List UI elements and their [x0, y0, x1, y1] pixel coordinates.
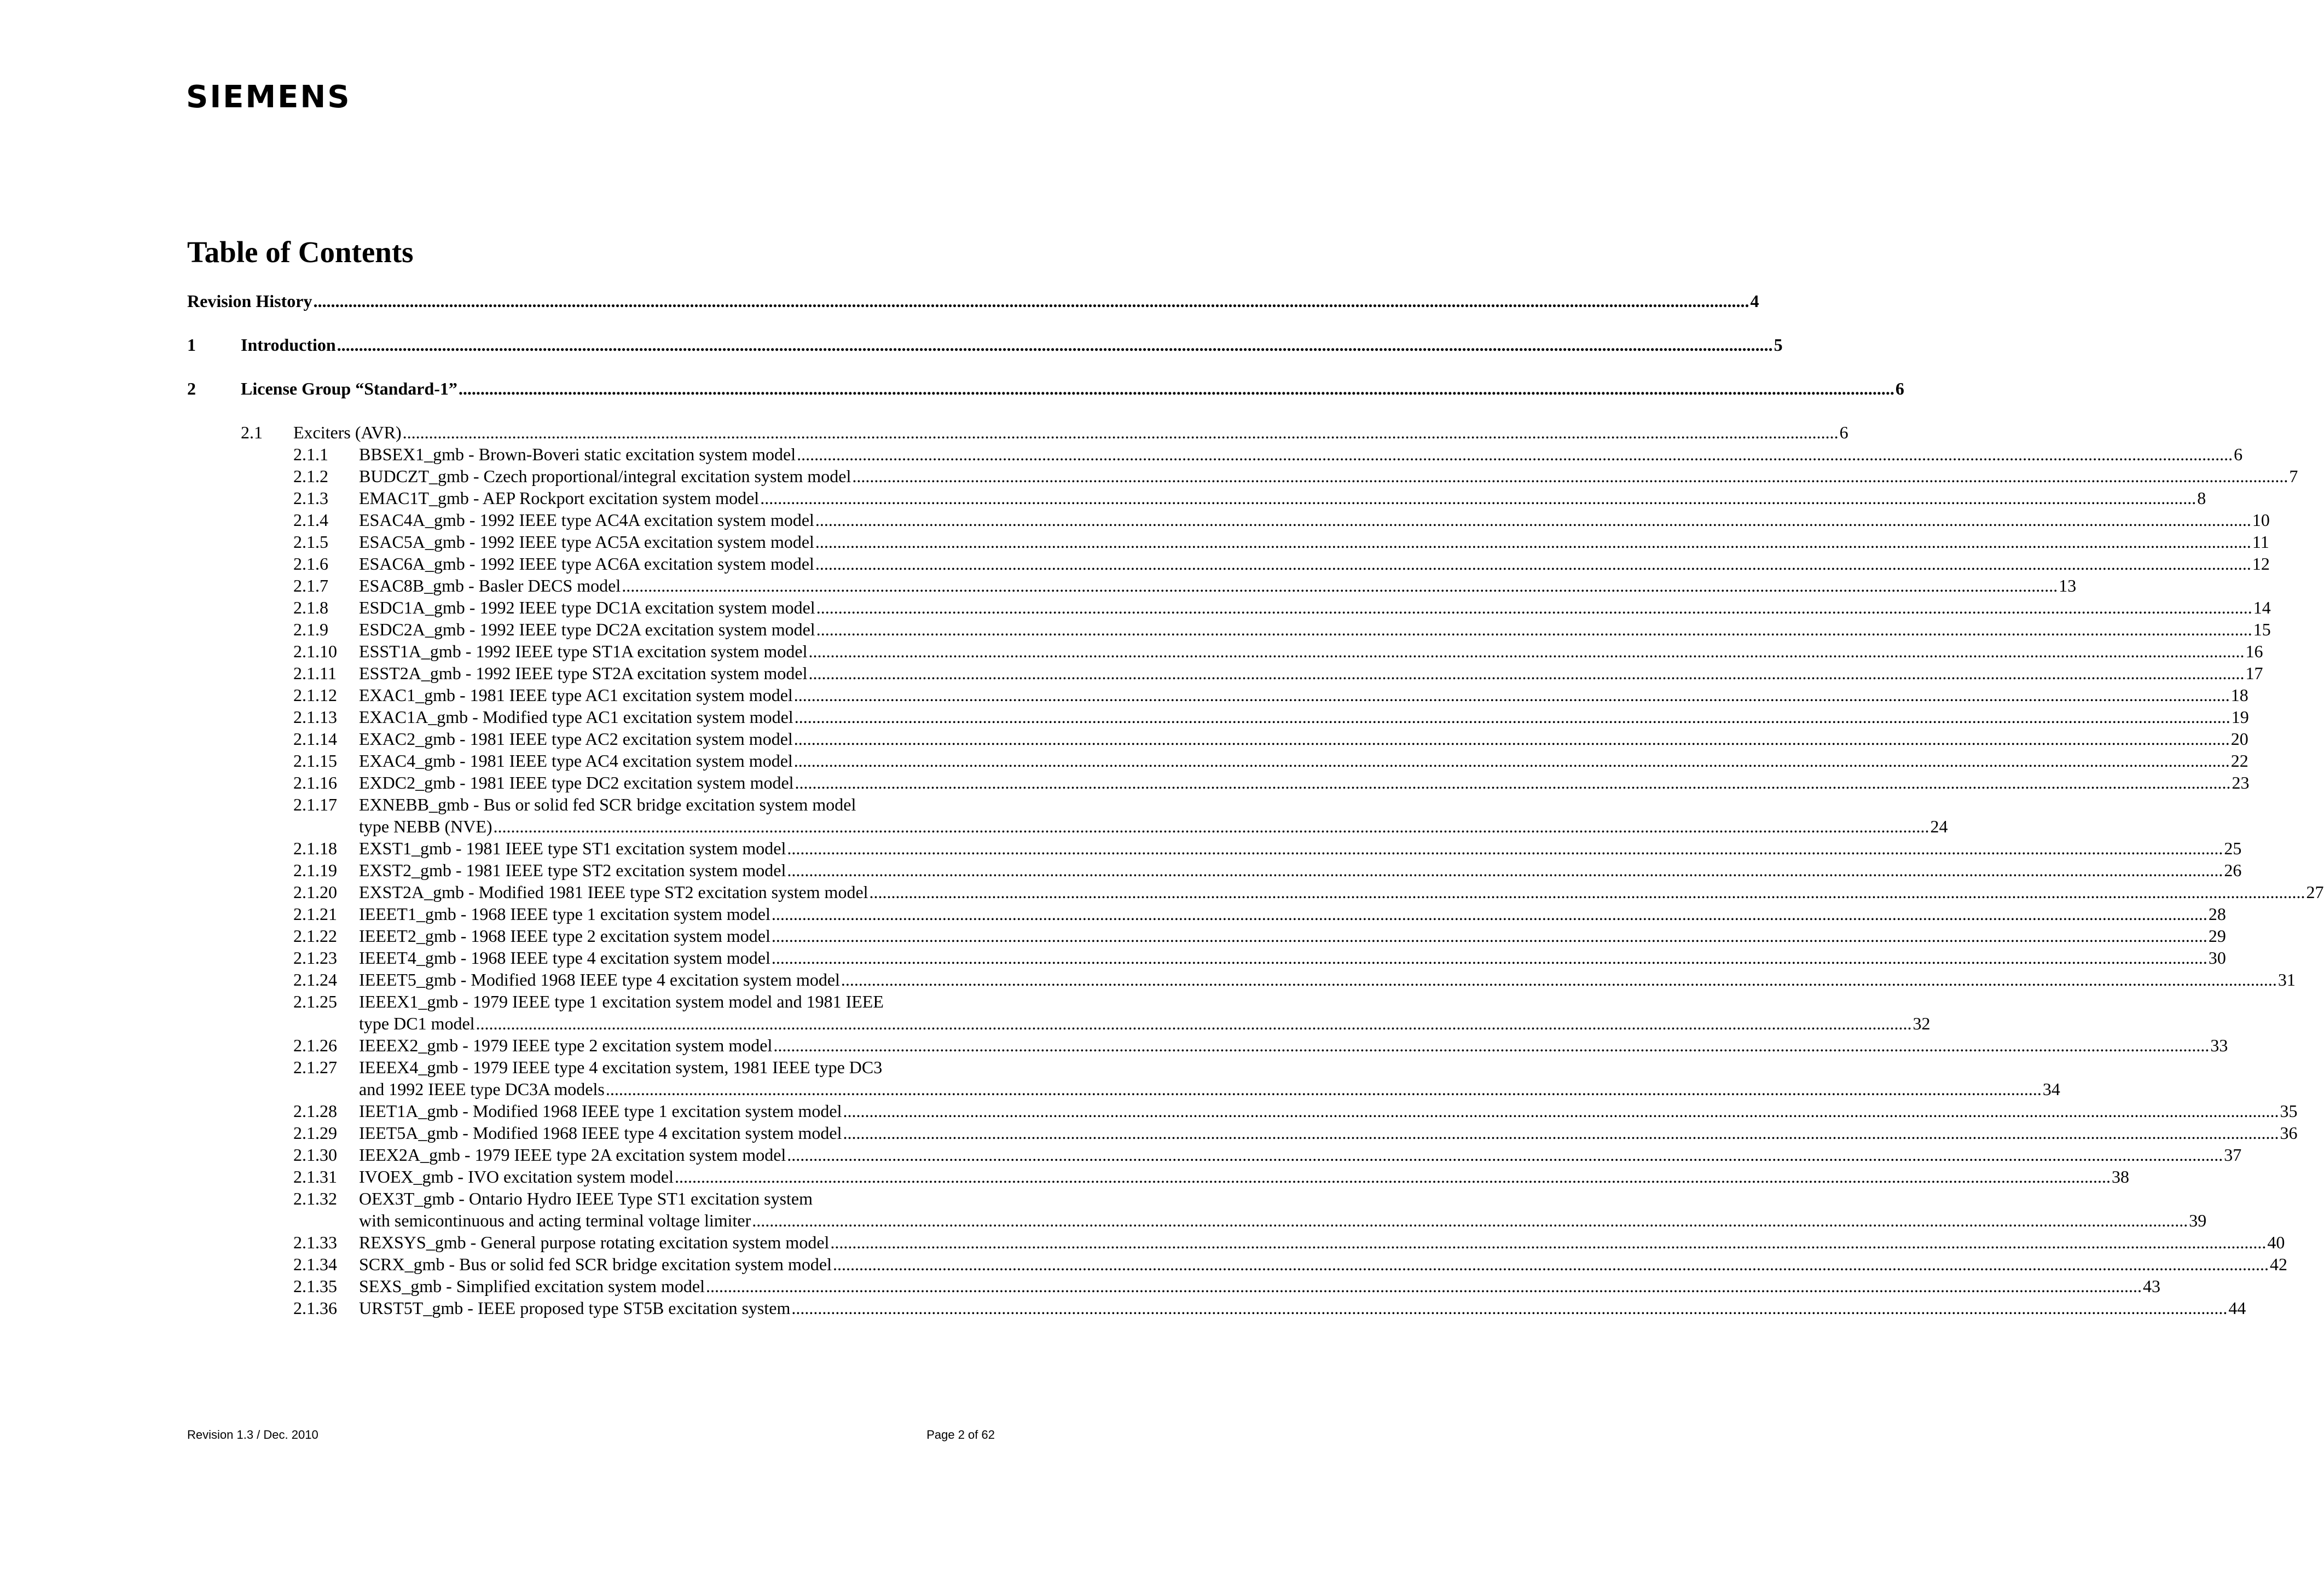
toc-entry-page: 23 — [2232, 773, 2250, 792]
toc-entry-title-line1: EXNEBB_gmb - Bus or solid fed SCR bridge excitation system model — [359, 795, 856, 814]
toc-entry[interactable] — [187, 1297, 2246, 1319]
toc-entry-number: 2 — [187, 379, 196, 398]
toc-entry-page: 24 — [1930, 817, 1948, 836]
toc-entry-title: License Group “Standard-1” — [241, 379, 457, 398]
toc-entry[interactable] — [187, 903, 2226, 925]
toc-entry-page: 7 — [2289, 466, 2298, 486]
toc-entry-title: IVOEX_gmb - IVO excitation system model — [359, 1167, 674, 1186]
toc-entry-number: 2.1.23 — [293, 948, 337, 968]
toc-leader-dots — [808, 640, 2244, 662]
toc-entry-page: 32 — [1912, 1014, 1931, 1033]
toc-entry[interactable] — [187, 1144, 2242, 1166]
toc-entry-title: ESAC8B_gmb - Basler DECS model — [359, 576, 621, 595]
toc-entry-page: 40 — [2267, 1232, 2285, 1252]
toc-entry-page: 11 — [2252, 532, 2269, 552]
toc-entry[interactable] — [187, 925, 2226, 947]
revision-footer: Revision 1.3 / Dec. 2010 — [187, 1428, 318, 1442]
toc-entry-number: 2.1.5 — [293, 532, 328, 552]
toc-entry-page: 22 — [2230, 751, 2248, 771]
toc-entry-page: 44 — [2228, 1298, 2246, 1318]
toc-entry[interactable] — [187, 618, 2271, 640]
toc-entry[interactable] — [187, 662, 2263, 684]
toc-leader-dots — [752, 1209, 2188, 1231]
toc-entry-page: 43 — [2142, 1276, 2160, 1296]
toc-leader-dots — [870, 881, 2305, 903]
toc-entry-title: EXST2A_gmb - Modified 1981 IEEE type ST2 excitation system model — [359, 882, 868, 902]
toc-entry-page: 8 — [2197, 488, 2206, 508]
toc-entry[interactable] — [187, 531, 2269, 553]
toc-entry[interactable] — [187, 859, 2242, 881]
toc-entry-page: 6 — [1895, 379, 1904, 398]
toc-leader-dots — [843, 1100, 2279, 1122]
toc-entry-number: 2.1.12 — [293, 685, 337, 705]
toc-entry-title: ESST1A_gmb - 1992 IEEE type ST1A excitation system model — [359, 641, 808, 661]
toc-entry-title: IEET5A_gmb - Modified 1968 IEEE type 4 excitation system model — [359, 1123, 842, 1143]
toc-entry-page: 29 — [2208, 926, 2226, 946]
toc-entry-title: and 1992 IEEE type DC3A models — [359, 1079, 605, 1099]
toc-entry-title: ESDC2A_gmb - 1992 IEEE type DC2A excitation system model — [359, 620, 815, 639]
toc-entry-number: 2.1.25 — [293, 992, 337, 1011]
toc-entry-title: ESAC4A_gmb - 1992 IEEE type AC4A excitation system model — [359, 510, 814, 530]
toc-leader-dots — [816, 618, 2252, 640]
toc-leader-dots — [816, 597, 2252, 618]
toc-entry-page: 13 — [2059, 576, 2077, 595]
toc-entry-page: 36 — [2280, 1123, 2298, 1143]
toc-entry-number: 2.1.24 — [293, 970, 337, 989]
toc-entry-title: ESAC6A_gmb - 1992 IEEE type AC6A excitation system model — [359, 554, 814, 574]
toc-entry[interactable] — [187, 290, 1759, 312]
toc-entry-title: EXAC2_gmb - 1981 IEEE type AC2 excitation system model — [359, 729, 793, 749]
toc-entry[interactable] — [187, 334, 1783, 356]
toc-entry[interactable] — [187, 772, 2250, 794]
toc-leader-dots — [833, 1253, 2269, 1275]
toc-leader-dots — [794, 728, 2230, 750]
toc-entry-title: SEXS_gmb - Simplified excitation system model — [359, 1276, 705, 1296]
toc-entry-title-line1: IEEEX4_gmb - 1979 IEEE type 4 excitation system, 1981 IEEE type DC3 — [359, 1057, 883, 1077]
toc-entry-number: 2.1.11 — [293, 663, 337, 683]
siemens-logo: SIEMENS — [186, 79, 351, 115]
toc-entry-number: 2.1.1 — [293, 444, 328, 464]
toc-entry-number: 2.1.27 — [293, 1057, 337, 1077]
toc-entry-number: 2.1.29 — [293, 1123, 337, 1143]
toc-entry-number: 2.1.22 — [293, 926, 337, 946]
toc-entry-number: 2.1.35 — [293, 1276, 337, 1296]
toc-entry[interactable] — [187, 509, 2270, 531]
toc-entry-title: IEEET5_gmb - Modified 1968 IEEE type 4 excitation system model — [359, 970, 840, 989]
toc-entry-page: 38 — [2112, 1167, 2129, 1186]
toc-leader-dots — [794, 750, 2230, 772]
toc-leader-dots — [337, 334, 1773, 356]
toc-entry-page: 31 — [2277, 970, 2296, 989]
toc-entry-title: BUDCZT_gmb - Czech proportional/integral excitation system model — [359, 466, 851, 486]
toc-entry-page: 42 — [2269, 1254, 2287, 1274]
toc-entry-title: IEEET4_gmb - 1968 IEEE type 4 excitation system model — [359, 948, 770, 968]
toc-entry-number: 2.1.14 — [293, 729, 337, 749]
toc-entry-title: EXST2_gmb - 1981 IEEE type ST2 excitation system model — [359, 860, 786, 880]
toc-leader-dots — [313, 290, 1749, 312]
toc-leader-dots — [787, 1144, 2223, 1166]
toc-entry-continuation[interactable] — [187, 1078, 2060, 1100]
toc-entry-title: EXAC1A_gmb - Modified type AC1 excitation system model — [359, 707, 793, 727]
toc-entry-number: 2.1.16 — [293, 773, 337, 792]
toc-entry-number: 2.1.33 — [293, 1232, 337, 1252]
toc-entry-title: IEEX2A_gmb - 1979 IEEE type 2A excitation system model — [359, 1145, 786, 1165]
toc-entry-page: 14 — [2253, 598, 2271, 617]
toc-entry[interactable] — [187, 750, 2248, 772]
toc-entry[interactable] — [187, 640, 2263, 662]
toc-entry-title: EXDC2_gmb - 1981 IEEE type DC2 excitation system model — [359, 773, 794, 792]
toc-entry-title: IEEET1_gmb - 1968 IEEE type 1 excitation system model — [359, 904, 770, 924]
toc-entry-title-line1: IEEEX1_gmb - 1979 IEEE type 1 excitation system model and 1981 IEEE — [359, 992, 884, 1011]
toc-entry-number: 2.1.17 — [293, 795, 337, 814]
toc-leader-dots — [830, 1231, 2266, 1253]
toc-leader-dots — [795, 706, 2230, 728]
toc-entry[interactable] — [187, 1122, 2298, 1144]
toc-leader-dots — [622, 575, 2058, 597]
toc-entry-title: IEEET2_gmb - 1968 IEEE type 2 excitation system model — [359, 926, 770, 946]
toc-entry[interactable] — [187, 881, 2324, 903]
toc-leader-dots — [760, 487, 2196, 509]
toc-entry[interactable] — [187, 947, 2226, 969]
toc-entry-number: 2.1.8 — [293, 598, 328, 617]
toc-entry-title-line1: OEX3T_gmb - Ontario Hydro IEEE Type ST1 excitation system — [359, 1189, 813, 1208]
toc-entry-title: Revision History — [187, 291, 312, 311]
toc-entry[interactable] — [187, 969, 2296, 991]
toc-leader-dots — [772, 925, 2207, 947]
toc-entry-page: 15 — [2253, 620, 2271, 639]
toc-entry[interactable] — [187, 837, 2242, 859]
toc-entry-number: 2.1.30 — [293, 1145, 337, 1165]
toc-entry-title: URST5T_gmb - IEEE proposed type ST5B excitation system — [359, 1298, 791, 1318]
toc-entry-number: 2.1.32 — [293, 1189, 337, 1208]
toc-entry-title: ESDC1A_gmb - 1992 IEEE type DC1A excitation system model — [359, 598, 815, 617]
toc-entry-page: 39 — [2189, 1211, 2207, 1230]
toc-entry-title: ESAC5A_gmb - 1992 IEEE type AC5A excitation system model — [359, 532, 814, 552]
toc-entry[interactable] — [187, 706, 2249, 728]
toc-entry-number: 2.1.13 — [293, 707, 337, 727]
toc-entry[interactable] — [187, 597, 2271, 618]
toc-entry-title: IEET1A_gmb - Modified 1968 IEEE type 1 excitation system model — [359, 1101, 842, 1121]
toc-leader-dots — [797, 443, 2233, 465]
toc-entry[interactable] — [187, 1166, 2129, 1188]
toc-leader-dots — [808, 662, 2244, 684]
toc-entry-page: 34 — [2042, 1079, 2060, 1099]
toc-entry-page: 26 — [2224, 860, 2242, 880]
toc-entry[interactable] — [187, 1188, 1021, 1209]
toc-entry-continuation[interactable] — [187, 1209, 2207, 1231]
toc-entry[interactable] — [187, 728, 2248, 750]
toc-entry-title: EXST1_gmb - 1981 IEEE type ST1 excitation system model — [359, 838, 786, 858]
toc-leader-dots — [815, 509, 2251, 531]
toc-entry[interactable] — [187, 684, 2248, 706]
toc-entry-page: 30 — [2208, 948, 2226, 968]
toc-leader-dots — [476, 1012, 1912, 1034]
toc-entry-title: type NEBB (NVE) — [359, 817, 492, 836]
toc-leader-dots — [852, 465, 2288, 487]
toc-entry-number: 2.1.34 — [293, 1254, 337, 1274]
toc-entry-number: 2.1 — [241, 422, 263, 442]
table-of-contents — [187, 290, 2324, 1319]
toc-entry-number: 2.1.3 — [293, 488, 328, 508]
toc-leader-dots — [843, 1122, 2279, 1144]
toc-leader-dots — [841, 969, 2277, 991]
toc-entry[interactable] — [187, 1100, 2298, 1122]
toc-entry[interactable] — [187, 465, 2298, 487]
toc-entry-title: Introduction — [241, 335, 336, 355]
page-title: Table of Contents — [187, 235, 414, 269]
toc-entry-page: 16 — [2245, 641, 2263, 661]
toc-entry-title: EXAC1_gmb - 1981 IEEE type AC1 excitation system model — [359, 685, 793, 705]
toc-entry-page: 17 — [2245, 663, 2263, 683]
toc-entry[interactable] — [187, 1231, 2285, 1253]
toc-entry[interactable] — [187, 378, 1904, 400]
toc-leader-dots — [403, 421, 1839, 443]
toc-entry-page: 19 — [2231, 707, 2249, 727]
toc-entry-title: Exciters (AVR) — [293, 422, 402, 442]
toc-entry-page: 12 — [2252, 554, 2270, 574]
toc-leader-dots — [787, 837, 2223, 859]
toc-entry-title: REXSYS_gmb - General purpose rotating excitation system model — [359, 1232, 830, 1252]
toc-entry[interactable] — [187, 1034, 2228, 1056]
toc-leader-dots — [606, 1078, 2042, 1100]
toc-entry[interactable] — [187, 575, 2077, 597]
toc-entry-number: 2.1.36 — [293, 1298, 337, 1318]
toc-entry-page: 5 — [1774, 335, 1783, 355]
toc-entry-title: ESST2A_gmb - 1992 IEEE type ST2A excitation system model — [359, 663, 808, 683]
toc-entry-number: 2.1.7 — [293, 576, 328, 595]
toc-leader-dots — [815, 553, 2251, 575]
toc-leader-dots — [773, 1034, 2209, 1056]
toc-entry-page: 6 — [1839, 422, 1848, 442]
toc-entry-page: 35 — [2280, 1101, 2298, 1121]
toc-entry-page: 20 — [2230, 729, 2248, 749]
toc-entry-page: 27 — [2306, 882, 2324, 902]
toc-leader-dots — [706, 1275, 2142, 1297]
toc-entry-page: 10 — [2252, 510, 2270, 530]
toc-leader-dots — [772, 947, 2207, 969]
toc-entry-number: 2.1.10 — [293, 641, 337, 661]
toc-entry-page: 18 — [2230, 685, 2248, 705]
toc-entry-title: type DC1 model — [359, 1014, 475, 1033]
toc-entry-page: 6 — [2234, 444, 2243, 464]
toc-entry[interactable] — [187, 553, 2270, 575]
toc-entry[interactable] — [187, 1253, 2287, 1275]
toc-entry-number: 2.1.6 — [293, 554, 328, 574]
toc-entry-number: 2.1.31 — [293, 1167, 337, 1186]
toc-entry[interactable] — [187, 991, 1021, 1012]
toc-entry-number: 2.1.26 — [293, 1035, 337, 1055]
toc-entry-number: 2.1.21 — [293, 904, 337, 924]
toc-entry-number: 2.1.4 — [293, 510, 328, 530]
toc-leader-dots — [675, 1166, 2111, 1188]
toc-leader-dots — [794, 684, 2230, 706]
toc-leader-dots — [772, 903, 2207, 925]
toc-leader-dots — [459, 378, 1894, 400]
toc-leader-dots — [791, 1297, 2227, 1319]
toc-entry[interactable] — [187, 443, 2243, 465]
toc-entry-continuation[interactable] — [187, 1012, 1931, 1034]
toc-entry-number: 2.1.28 — [293, 1101, 337, 1121]
toc-entry-number: 2.1.19 — [293, 860, 337, 880]
toc-entry-page: 33 — [2210, 1035, 2228, 1055]
toc-entry-number: 2.1.15 — [293, 751, 337, 771]
toc-entry-title: EXAC4_gmb - 1981 IEEE type AC4 excitation system model — [359, 751, 793, 771]
toc-entry-page: 28 — [2208, 904, 2226, 924]
toc-entry[interactable] — [187, 794, 1021, 815]
toc-leader-dots — [494, 815, 1929, 837]
toc-entry-continuation[interactable] — [187, 815, 1948, 837]
page-number-footer: Page 2 of 62 — [926, 1428, 995, 1442]
toc-entry[interactable] — [187, 421, 1848, 443]
toc-entry-page: 4 — [1750, 291, 1759, 311]
toc-entry-number: 1 — [187, 335, 196, 355]
toc-entry-page: 37 — [2224, 1145, 2242, 1165]
toc-entry-page: 25 — [2224, 838, 2242, 858]
toc-leader-dots — [815, 531, 2251, 553]
toc-entry-title: IEEEX2_gmb - 1979 IEEE type 2 excitation system model — [359, 1035, 773, 1055]
toc-leader-dots — [795, 772, 2231, 794]
toc-entry-title: with semicontinuous and acting terminal voltage limiter — [359, 1211, 751, 1230]
toc-entry[interactable] — [187, 1056, 1021, 1078]
toc-entry[interactable] — [187, 487, 2206, 509]
toc-entry-title: BBSEX1_gmb - Brown-Boveri static excitation system model — [359, 444, 796, 464]
toc-entry-title: EMAC1T_gmb - AEP Rockport excitation system model — [359, 488, 760, 508]
toc-leader-dots — [787, 859, 2223, 881]
toc-entry-number: 2.1.20 — [293, 882, 337, 902]
toc-entry[interactable] — [187, 1275, 2160, 1297]
toc-entry-number: 2.1.2 — [293, 466, 328, 486]
toc-entry-number: 2.1.18 — [293, 838, 337, 858]
toc-entry-number: 2.1.9 — [293, 620, 328, 639]
toc-entry-title: SCRX_gmb - Bus or solid fed SCR bridge excitation system model — [359, 1254, 832, 1274]
